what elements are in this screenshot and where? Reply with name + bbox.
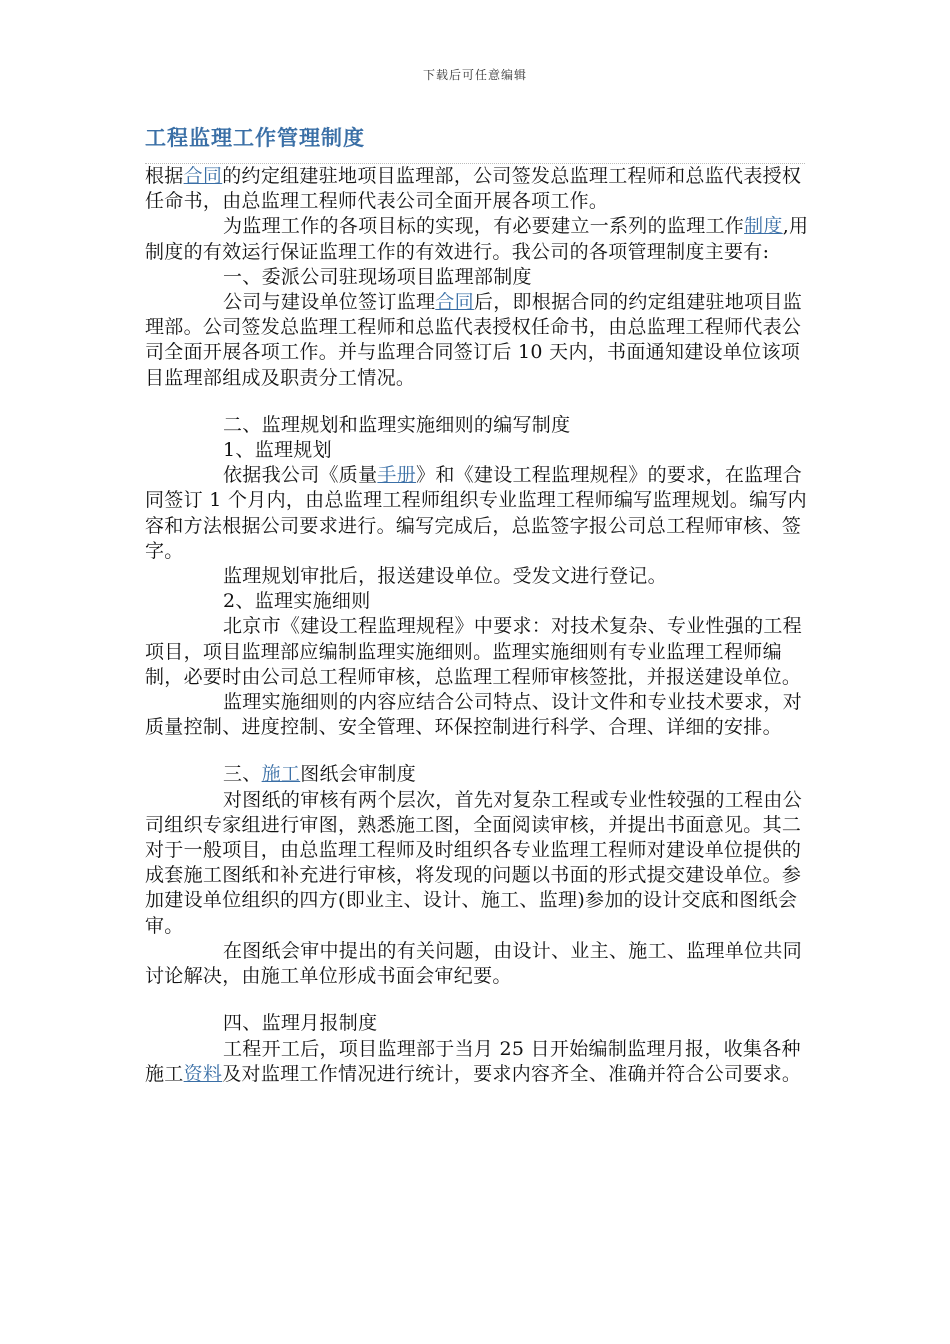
paragraph bbox=[145, 463, 817, 564]
paragraph-spacer bbox=[145, 391, 817, 413]
paragraph-text: 依据我公司《质量 bbox=[223, 464, 378, 487]
paragraph-spacer bbox=[145, 740, 817, 762]
paragraph bbox=[145, 265, 817, 290]
paragraph bbox=[145, 589, 817, 614]
paragraph bbox=[145, 762, 817, 787]
paragraph-text: 1、监理规划 bbox=[223, 439, 332, 462]
paragraph bbox=[145, 564, 817, 589]
paragraph-spacer bbox=[145, 989, 817, 1011]
paragraph-text: 根据 bbox=[145, 165, 184, 187]
paragraph-text: 在图纸会审中提出的有关问题，由设计、业主、施工、监理单位共同讨论解决，由施工单位形成书面会审纪要。 bbox=[145, 939, 803, 988]
paragraph-text: 监理实施细则的内容应结合公司特点、设计文件和专业技术要求，对质量控制、进度控制、安全管理、环保控制进行科学、合理、详细的安排。 bbox=[145, 691, 803, 739]
hyperlink[interactable]: 资料 bbox=[183, 1062, 223, 1085]
paragraph bbox=[145, 690, 817, 740]
hyperlink[interactable]: 手册 bbox=[377, 464, 417, 487]
paragraph-text: 二、监理规划和监理实施细则的编写制度 bbox=[223, 413, 571, 436]
paragraph-text: 四、监理月报制度 bbox=[223, 1012, 378, 1035]
paragraph-text: 图纸会审制度 bbox=[300, 763, 417, 786]
document-title: 工程监理工作管理制度 bbox=[145, 126, 365, 150]
paragraph bbox=[145, 214, 817, 264]
paragraph-text: 一、委派公司驻现场项目监理部制度 bbox=[223, 265, 532, 288]
hyperlink[interactable]: 制度 bbox=[744, 215, 783, 238]
paragraph-text: 监理规划审批后，报送建设单位。受发文进行登记。 bbox=[223, 565, 667, 588]
hyperlink[interactable]: 合同 bbox=[183, 165, 223, 187]
document-body bbox=[145, 164, 817, 1087]
paragraph bbox=[145, 1037, 817, 1087]
paragraph bbox=[145, 413, 817, 438]
paragraph-text: 后，即根据合同的约定组建驻地项目监理部。公司签发总监理工程师和总监代表授权任命书，由总监理工程师代表公司全面开展各项工作。并与监理合同签订后 10 天内，书面通知建设单位该项目监理部组成及职责分工情况。 bbox=[145, 291, 803, 389]
paragraph-text: 三、 bbox=[223, 763, 262, 786]
paragraph-text: 北京市《建设工程监理规程》中要求：对技术复杂、专业性强的工程项目，项目监理部应编制监理实施细则。监理实施细则有专业监理工程师编制，必要时由公司总工程师审核，总监理工程师审核签批，并报送建设单位。 bbox=[145, 615, 803, 688]
hyperlink[interactable]: 施工 bbox=[261, 763, 301, 786]
paragraph-text: 对图纸的审核有两个层次，首先对复杂工程或专业性较强的工程由公司组织专家组进行审图，熟悉施工图，全面阅读审核，并提出书面意见。其二对于一般项目，由总监理工程师及时组织各专业监理工程师对建设单位提供的成套施工图纸和补充进行审核，将发现的问题以书面的形式提交建设单位。参加建设单位组织的四方(即业主、设计、施工、监理)参加的设计交底和图纸会审。 bbox=[145, 788, 803, 937]
paragraph bbox=[145, 164, 817, 214]
hyperlink[interactable]: 合同 bbox=[435, 291, 474, 314]
paragraph bbox=[145, 788, 817, 939]
paragraph bbox=[145, 1011, 817, 1036]
paragraph bbox=[145, 438, 817, 463]
paragraph-text: 2、监理实施细则 bbox=[223, 590, 371, 613]
paragraph-text: ,用制度的有效运行保证监理工作的有效进行。我公司的各项管理制度主要有: bbox=[145, 215, 809, 263]
paragraph bbox=[145, 939, 817, 989]
paragraph-text: 公司与建设单位签订监理 bbox=[223, 291, 436, 314]
paragraph bbox=[145, 290, 817, 391]
paragraph-text: 》和《建设工程监理规程》的要求，在监理合同签订 1 个月内，由总监理工程师组织专业监理工程师编写监理规划。编写内容和方法根据公司要求进行。编写完成后，总监签字报公司总工程师审核、签字。 bbox=[145, 464, 807, 562]
paragraph-text: 及对监理工作情况进行统计，要求内容齐全、准确并符合公司要求。 bbox=[222, 1062, 802, 1085]
paragraph-text: 的约定组建驻地项目监理部，公司签发总监理工程师和总监代表授权任命书，由总监理工程师代表公司全面开展各项工作。 bbox=[145, 165, 802, 213]
paragraph-text: 为监理工作的各项目标的实现，有必要建立一系列的监理工作 bbox=[223, 215, 745, 238]
paragraph bbox=[145, 614, 817, 690]
paragraph-text: 工程开工后，项目监理部于当月 25 日开始编制监理月报，收集各种施工 bbox=[145, 1037, 801, 1085]
page-header: 下载后可任意编辑 bbox=[422, 68, 527, 82]
